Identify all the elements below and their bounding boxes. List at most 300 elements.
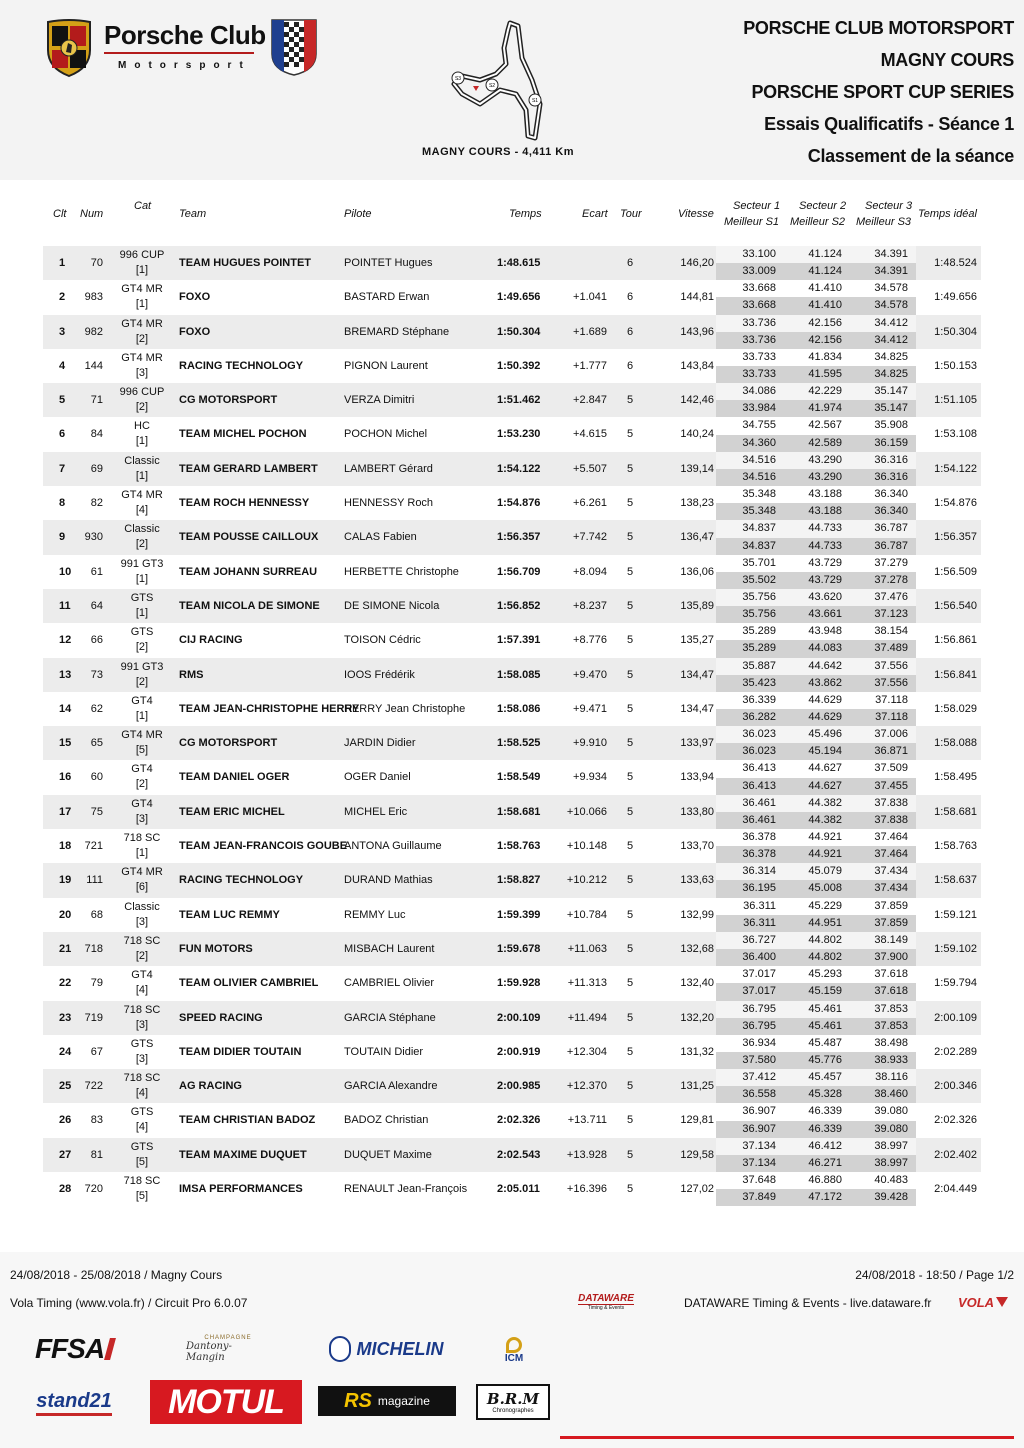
row-tour: 5 xyxy=(627,1148,634,1161)
sector-time-3: 34.825 xyxy=(874,350,908,363)
row-category-rank: [2] xyxy=(135,641,149,654)
sector-time-3: 39.080 xyxy=(874,1105,908,1118)
row-ideal: 1:49.656 xyxy=(934,291,977,304)
sector-time-1: 34.755 xyxy=(742,419,776,432)
row-ecart: +12.370 xyxy=(566,1080,607,1093)
direction-marker-icon xyxy=(473,86,479,91)
row-category xyxy=(107,762,177,792)
row-category-name: Classic xyxy=(124,523,160,536)
sector-time-1: 36.727 xyxy=(742,933,776,946)
table-row xyxy=(43,692,981,726)
row-ecart: +1.777 xyxy=(573,359,607,372)
table-row xyxy=(43,1103,981,1137)
table-row xyxy=(43,1069,981,1103)
title-session: Essais Qualificatifs - Séance 1 xyxy=(764,114,1014,134)
row-sectors xyxy=(716,486,916,520)
sector-time-line xyxy=(716,760,916,777)
sector-time-1: 36.934 xyxy=(742,1036,776,1049)
row-ideal: 1:58.637 xyxy=(934,874,977,887)
row-team: TEAM DANIEL OGER xyxy=(179,771,290,784)
row-temps: 1:58.086 xyxy=(497,702,541,715)
row-vitesse: 146,20 xyxy=(680,257,714,269)
sector-time-2: 45.079 xyxy=(808,865,842,878)
row-team: FOXO xyxy=(179,325,211,338)
sector-time-line xyxy=(716,383,916,400)
title-circuit: MAGNY COURS xyxy=(880,50,1014,70)
row-vitesse: 142,46 xyxy=(680,394,714,407)
row-category xyxy=(107,694,177,724)
sector-time-2: 44.802 xyxy=(808,933,842,946)
row-team: FUN MOTORS xyxy=(179,942,253,955)
row-clt: 3 xyxy=(59,325,66,338)
stand21-logo xyxy=(28,1388,120,1418)
row-temps: 1:56.852 xyxy=(497,599,541,612)
results-table xyxy=(43,246,981,1206)
col-ecart: Ecart xyxy=(582,208,608,220)
row-vitesse: 144,81 xyxy=(680,291,714,304)
sector-best-2: 44.951 xyxy=(808,916,842,929)
row-pilote: JARDIN Didier xyxy=(344,737,416,750)
row-category-name: GT4 xyxy=(131,763,153,776)
table-row xyxy=(43,760,981,794)
table-row xyxy=(43,966,981,1000)
row-pilote: REMMY Luc xyxy=(344,908,406,921)
row-ecart: +9.471 xyxy=(573,702,607,715)
sector-best-1: 37.134 xyxy=(742,1156,776,1169)
row-sectors xyxy=(716,932,916,966)
sector-time-line xyxy=(716,726,916,743)
row-tour: 5 xyxy=(627,394,634,407)
sector-best-2: 41.974 xyxy=(808,402,842,415)
row-team: TEAM MICHEL POCHON xyxy=(179,428,307,441)
table-row xyxy=(43,520,981,554)
row-category-rank: [3] xyxy=(135,1052,149,1065)
sector-best-2: 45.776 xyxy=(808,1053,842,1066)
sector-best-3: 39.428 xyxy=(874,1191,908,1204)
row-category-rank: [2] xyxy=(135,675,149,688)
sector-best-3: 37.838 xyxy=(874,813,908,826)
sector-best-2: 43.729 xyxy=(808,573,842,586)
dataware-logo xyxy=(568,1292,644,1312)
table-row xyxy=(43,280,981,314)
row-sectors xyxy=(716,658,916,692)
sector-time-3: 35.147 xyxy=(874,385,908,398)
row-clt: 5 xyxy=(59,394,66,407)
sector-time-3: 34.412 xyxy=(874,316,908,329)
row-num: 721 xyxy=(84,840,103,853)
sector-best-line xyxy=(716,400,916,417)
table-row xyxy=(43,589,981,623)
row-category xyxy=(107,728,177,758)
sector-time-1: 36.795 xyxy=(742,1002,776,1015)
sector-time-line xyxy=(716,692,916,709)
sector-time-2: 44.733 xyxy=(808,522,842,535)
sector-best-1: 36.378 xyxy=(742,848,776,861)
row-ideal: 1:59.794 xyxy=(934,977,977,990)
row-category-rank: [3] xyxy=(135,915,149,928)
sector-best-3: 37.853 xyxy=(874,1019,908,1032)
vola-logo xyxy=(952,1292,1014,1312)
sector-time-3: 37.859 xyxy=(874,899,908,912)
row-temps: 1:57.391 xyxy=(497,634,541,647)
sector-best-3: 37.859 xyxy=(874,916,908,929)
row-num: 69 xyxy=(90,462,103,475)
row-pilote: HERBETTE Christophe xyxy=(344,565,459,578)
table-row xyxy=(43,452,981,486)
dataware-logo-text: DATAWARE xyxy=(578,1293,634,1304)
row-num: 84 xyxy=(90,428,103,441)
row-num: 60 xyxy=(90,771,103,784)
row-category xyxy=(107,900,177,930)
row-tour: 5 xyxy=(627,428,634,441)
sector-best-3: 34.391 xyxy=(874,265,908,278)
row-pilote: OGER Daniel xyxy=(344,771,411,784)
row-sectors xyxy=(716,692,916,726)
row-vitesse: 133,97 xyxy=(680,737,714,750)
brm-logo-sub: Chronographes xyxy=(492,1408,534,1414)
track-map-icon xyxy=(440,18,560,143)
row-category xyxy=(107,865,177,895)
row-ecart: +8.237 xyxy=(573,599,607,612)
row-temps: 1:51.462 xyxy=(497,394,541,407)
row-vitesse: 131,32 xyxy=(680,1045,714,1058)
row-clt: 20 xyxy=(59,908,72,921)
sector-best-line xyxy=(716,743,916,760)
row-ideal: 1:58.495 xyxy=(934,771,977,784)
sector-time-1: 37.017 xyxy=(742,968,776,981)
row-ecart: +8.094 xyxy=(573,565,607,578)
sector-time-line xyxy=(716,829,916,846)
row-pilote: ANTONA Guillaume xyxy=(344,840,442,853)
row-temps: 1:50.392 xyxy=(497,359,541,372)
row-category-name: 996 CUP xyxy=(119,249,165,261)
row-temps: 1:49.656 xyxy=(497,291,541,304)
sector-time-1: 37.648 xyxy=(742,1174,776,1187)
sector-time-2: 43.188 xyxy=(808,488,842,501)
row-category-name: 718 SC xyxy=(123,1072,161,1085)
row-category-name: GT4 MR xyxy=(121,489,163,502)
row-tour: 5 xyxy=(627,1114,634,1127)
table-row xyxy=(43,829,981,863)
table-row xyxy=(43,1001,981,1035)
row-pilote: DURAND Mathias xyxy=(344,874,433,887)
sector-best-1: 36.400 xyxy=(742,951,776,964)
sector-time-3: 38.997 xyxy=(874,1139,908,1152)
sector-best-line xyxy=(716,846,916,863)
row-clt: 15 xyxy=(59,737,72,750)
row-ecart: +6.261 xyxy=(573,497,607,510)
row-team: SPEED RACING xyxy=(179,1011,263,1024)
sector-time-2: 42.156 xyxy=(808,316,842,329)
sector-time-line xyxy=(716,349,916,366)
sector-best-1: 37.017 xyxy=(742,985,776,998)
row-category xyxy=(107,1105,177,1135)
sector-best-1: 35.423 xyxy=(742,676,776,689)
row-temps: 2:02.543 xyxy=(497,1148,541,1161)
footer-accent-line xyxy=(560,1436,1014,1439)
row-ecart: +12.304 xyxy=(566,1045,607,1058)
sector-time-1: 34.086 xyxy=(742,385,776,398)
sector-time-line xyxy=(716,966,916,983)
row-num: 75 xyxy=(90,805,103,818)
sector-time-1: 36.314 xyxy=(742,865,776,878)
sector-best-1: 34.516 xyxy=(742,470,776,483)
page-footer xyxy=(0,1252,1024,1448)
session-titles xyxy=(743,16,1014,176)
row-pilote: POINTET Hugues xyxy=(344,257,433,269)
row-num: 61 xyxy=(90,565,103,578)
sector-time-3: 38.149 xyxy=(874,933,908,946)
sector-best-3: 38.997 xyxy=(874,1156,908,1169)
row-sectors xyxy=(716,1172,916,1206)
row-ideal: 1:51.105 xyxy=(934,394,977,407)
row-category-name: GT4 MR xyxy=(121,866,163,879)
sector-time-3: 37.006 xyxy=(874,728,908,741)
row-category-rank: [4] xyxy=(135,1121,149,1134)
sector-best-line xyxy=(716,1155,916,1172)
sector-best-3: 34.578 xyxy=(874,299,908,312)
sector-best-2: 44.382 xyxy=(808,813,842,826)
icm-swirl-icon xyxy=(506,1337,522,1353)
col-s1-top: Secteur 1 xyxy=(733,200,781,212)
row-temps: 1:56.357 xyxy=(497,531,541,544)
sector-time-line xyxy=(716,486,916,503)
sector-best-3: 36.159 xyxy=(874,436,908,449)
row-team: TEAM JEAN-CHRISTOPHE HERRY xyxy=(179,702,360,715)
row-ideal: 1:56.357 xyxy=(934,531,977,544)
row-sectors xyxy=(716,452,916,486)
row-tour: 5 xyxy=(627,771,634,784)
sector-best-2: 45.194 xyxy=(808,745,842,758)
dataware-logo-sub: Timing & Events xyxy=(587,1305,625,1311)
row-category-name: GTS xyxy=(130,626,154,639)
row-sectors xyxy=(716,520,916,554)
row-clt: 4 xyxy=(59,359,66,372)
sector-best-3: 37.123 xyxy=(874,608,908,621)
sector-mark-s1: S1 xyxy=(531,98,539,104)
row-vitesse: 134,47 xyxy=(680,668,714,681)
row-tour: 5 xyxy=(627,599,634,612)
sector-time-1: 33.736 xyxy=(742,316,776,329)
row-ecart: +1.689 xyxy=(573,325,607,338)
sector-best-1: 35.502 xyxy=(742,573,776,586)
row-category-rank: [3] xyxy=(135,812,149,825)
row-ecart: +9.934 xyxy=(573,771,607,784)
sector-best-2: 45.008 xyxy=(808,882,842,895)
row-num: 79 xyxy=(90,977,103,990)
row-category xyxy=(107,419,177,449)
row-num: 62 xyxy=(90,702,103,715)
row-category-name: 718 SC xyxy=(123,1003,161,1016)
sector-best-1: 33.009 xyxy=(742,265,776,278)
row-ideal: 1:59.121 xyxy=(934,908,977,921)
sector-best-line xyxy=(716,640,916,657)
sector-best-line xyxy=(716,1052,916,1069)
sector-best-3: 36.316 xyxy=(874,470,908,483)
row-pilote: VERZA Dimitri xyxy=(344,394,415,407)
sector-best-1: 37.849 xyxy=(742,1191,776,1204)
row-sectors xyxy=(716,383,916,417)
row-tour: 5 xyxy=(627,908,634,921)
rs-logo-text: RS xyxy=(344,1389,372,1412)
row-ecart: +10.212 xyxy=(566,874,607,887)
row-category-rank: [2] xyxy=(135,401,149,414)
row-category-rank: [6] xyxy=(135,881,149,894)
row-category-name: GT4 xyxy=(131,694,153,707)
row-sectors xyxy=(716,863,916,897)
col-s1-bot: Meilleur S1 xyxy=(724,216,780,228)
row-category-rank: [1] xyxy=(135,606,149,619)
icm-logo xyxy=(492,1328,536,1372)
col-team: Team xyxy=(179,208,207,220)
col-tour: Tour xyxy=(620,208,642,220)
table-row xyxy=(43,795,981,829)
row-num: 70 xyxy=(90,257,103,269)
row-vitesse: 138,23 xyxy=(680,497,714,510)
row-pilote: RENAULT Jean-François xyxy=(344,1183,468,1196)
row-vitesse: 133,63 xyxy=(680,874,714,887)
row-pilote: PIGNON Laurent xyxy=(344,359,428,372)
brm-logo xyxy=(476,1384,550,1420)
sector-best-line xyxy=(716,915,916,932)
row-team: TEAM POUSSE CAILLOUX xyxy=(179,531,319,544)
sector-time-3: 35.908 xyxy=(874,419,908,432)
row-clt: 9 xyxy=(59,531,66,544)
row-vitesse: 132,99 xyxy=(680,908,714,921)
row-category-name: HC xyxy=(134,420,150,433)
row-team: TEAM NICOLA DE SIMONE xyxy=(179,599,320,612)
sector-best-2: 45.461 xyxy=(808,1019,842,1032)
row-category-rank: [1] xyxy=(135,847,149,860)
ffsa-logo xyxy=(10,1332,138,1366)
sector-time-1: 34.516 xyxy=(742,453,776,466)
row-ecart: +16.396 xyxy=(566,1183,607,1196)
row-ideal: 1:48.524 xyxy=(934,257,977,269)
row-pilote: DUQUET Maxime xyxy=(344,1148,432,1161)
row-pilote: BASTARD Erwan xyxy=(344,291,430,304)
table-row xyxy=(43,349,981,383)
sector-time-3: 37.434 xyxy=(874,865,908,878)
sector-time-2: 44.627 xyxy=(808,762,842,775)
champagne-logo-top: CHAMPAGNE xyxy=(204,1335,252,1341)
row-category-rank: [5] xyxy=(135,1190,149,1203)
sector-best-2: 44.083 xyxy=(808,642,842,655)
row-category-name: 718 SC xyxy=(123,1175,161,1188)
row-vitesse: 135,89 xyxy=(680,599,714,612)
col-clt: Clt xyxy=(53,208,67,220)
footer-dataware: DATAWARE Timing & Events - live.dataware.fr xyxy=(684,1296,932,1310)
row-tour: 5 xyxy=(627,702,634,715)
row-temps: 1:59.678 xyxy=(497,942,541,955)
row-tour: 6 xyxy=(627,291,634,304)
row-team: TEAM GERARD LAMBERT xyxy=(179,462,318,475)
row-temps: 1:54.876 xyxy=(497,497,541,510)
sector-time-2: 45.487 xyxy=(808,1036,842,1049)
row-num: 73 xyxy=(90,668,103,681)
row-sectors xyxy=(716,1001,916,1035)
sector-time-line xyxy=(716,1035,916,1052)
sector-best-2: 42.589 xyxy=(808,436,842,449)
row-tour: 5 xyxy=(627,565,634,578)
sector-best-line xyxy=(716,983,916,1000)
row-vitesse: 133,70 xyxy=(680,840,714,853)
sector-time-1: 33.100 xyxy=(742,248,776,260)
sector-time-1: 36.907 xyxy=(742,1105,776,1118)
sector-time-3: 37.509 xyxy=(874,762,908,775)
row-ideal: 1:58.088 xyxy=(934,737,977,750)
sector-time-2: 41.410 xyxy=(808,282,842,295)
row-category-rank: [1] xyxy=(135,572,149,585)
sector-time-line xyxy=(716,246,916,263)
title-organizer: PORSCHE CLUB MOTORSPORT xyxy=(743,18,1014,38)
row-pilote: HERRY Jean Christophe xyxy=(344,702,466,715)
sector-best-line xyxy=(716,332,916,349)
sector-best-line xyxy=(716,1121,916,1138)
sector-best-line xyxy=(716,435,916,452)
row-clt: 14 xyxy=(59,702,72,715)
sector-best-3: 37.434 xyxy=(874,882,908,895)
sector-time-2: 41.124 xyxy=(808,248,842,260)
sector-best-1: 36.195 xyxy=(742,882,776,895)
club-subtitle: Motorsport xyxy=(118,60,251,71)
row-sectors xyxy=(716,1035,916,1069)
row-sectors xyxy=(716,898,916,932)
row-category xyxy=(107,317,177,347)
row-category-rank: [3] xyxy=(135,1018,149,1031)
sector-best-line xyxy=(716,1086,916,1103)
row-pilote: HENNESSY Roch xyxy=(344,497,434,510)
row-team: TEAM LUC REMMY xyxy=(179,908,280,921)
sector-best-line xyxy=(716,469,916,486)
sector-time-2: 45.461 xyxy=(808,1002,842,1015)
col-s2-bot: Meilleur S2 xyxy=(790,216,846,228)
row-tour: 6 xyxy=(627,359,634,372)
row-ideal: 2:02.289 xyxy=(934,1045,977,1058)
michelin-man-icon xyxy=(329,1336,351,1362)
table-header xyxy=(0,194,1024,234)
row-clt: 16 xyxy=(59,771,72,784)
row-category-name: GTS xyxy=(130,1140,154,1153)
champagne-logo-text: Dantony-Mangin xyxy=(186,1341,232,1363)
row-temps: 1:53.230 xyxy=(497,428,541,441)
row-category-rank: [1] xyxy=(135,435,149,448)
row-clt: 6 xyxy=(59,428,66,441)
row-ideal: 1:59.102 xyxy=(934,942,977,955)
row-vitesse: 132,40 xyxy=(680,977,714,990)
row-pilote: GARCIA Alexandre xyxy=(344,1080,438,1093)
row-category xyxy=(107,351,177,381)
col-pilote: Pilote xyxy=(344,208,372,220)
row-pilote: MISBACH Laurent xyxy=(344,942,435,955)
row-vitesse: 132,68 xyxy=(680,942,714,955)
row-tour: 5 xyxy=(627,531,634,544)
row-team: CG MOTORSPORT xyxy=(179,394,278,407)
row-tour: 5 xyxy=(627,497,634,510)
row-num: 982 xyxy=(84,325,103,338)
icm-logo-text: ICM xyxy=(504,1352,524,1364)
row-num: 718 xyxy=(84,942,103,955)
sector-best-line xyxy=(716,606,916,623)
row-clt: 19 xyxy=(59,874,72,887)
sector-time-1: 36.311 xyxy=(743,899,776,912)
sector-time-1: 33.733 xyxy=(742,350,776,363)
sector-time-1: 35.348 xyxy=(742,488,776,501)
track-caption: MAGNY COURS - 4,411 Km xyxy=(421,146,574,158)
sector-best-1: 36.282 xyxy=(742,711,776,723)
row-clt: 12 xyxy=(59,634,72,647)
row-sectors xyxy=(716,1103,916,1137)
sector-time-2: 43.729 xyxy=(808,556,842,569)
